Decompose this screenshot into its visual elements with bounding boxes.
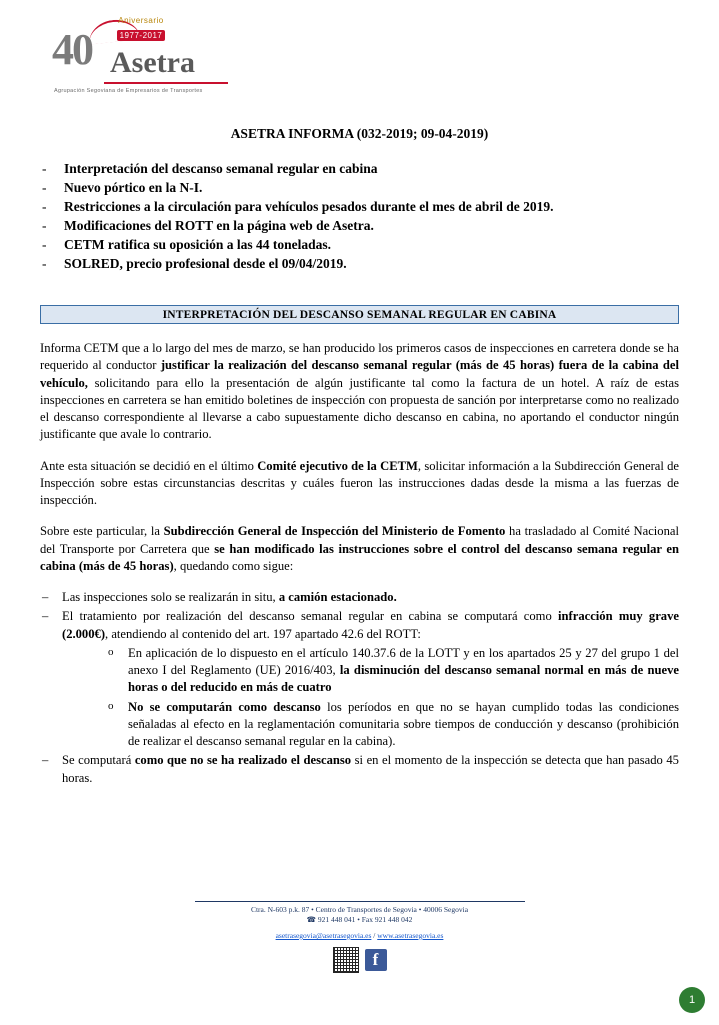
page-footer — [0, 901, 719, 973]
logo-underline — [104, 82, 228, 84]
para2-text-b: Comité ejecutivo de la CETM — [257, 458, 418, 473]
index-item-label: CETM ratifica su oposición a las 44 toneladas. — [64, 236, 332, 252]
index-item-label: Restricciones a la circulación para vehículos pesados durante el mes de abril de 2019. — [64, 198, 554, 214]
footer-website-link[interactable]: www.asetrasegovia.es — [377, 931, 444, 940]
list-item — [106, 699, 679, 751]
index-dash: - — [42, 198, 47, 214]
sub-bullet-1-text-a: En aplicación de lo dispuesto en el artículo 140.37.6 de la LOTT y en los apartados 25 y 27 del grupo 1 del anexo I del Reglamento (UE) 2016/403, — [128, 645, 679, 677]
logo-anniversary-label: Aniversario — [118, 16, 164, 25]
para1-text-b: justificar la realización del descanso semanal regular (más de 45 horas) fuera de la cabina del vehículo, — [40, 358, 679, 390]
index-item-label: Interpretación del descanso semanal regular en cabina — [64, 161, 378, 176]
index-item-label: Nuevo pórtico en la N-I. — [64, 179, 203, 195]
footer-contact: ☎ 921 448 041 • Fax 921 448 042 — [306, 914, 413, 924]
index-dash: - — [42, 161, 47, 176]
list-item — [42, 217, 679, 235]
index-item-label: Modificaciones del ROTT en la página web de Asetra. — [64, 217, 374, 233]
list-item — [40, 608, 679, 643]
asetra-logo — [52, 14, 242, 106]
index-dash: - — [42, 236, 47, 252]
paragraph-1 — [40, 340, 679, 444]
index-dash: - — [42, 255, 47, 271]
list-item — [40, 589, 679, 606]
section-heading: INTERPRETACIÓN DEL DESCANSO SEMANAL REGULAR EN CABINA — [40, 305, 679, 324]
para1-text-a: Informa CETM que a lo largo del mes de marzo, se han producido los primeros casos de inspecciones en carretera donde se ha requerido al conductor — [40, 341, 679, 373]
document-body — [40, 340, 679, 789]
list-item — [42, 179, 679, 197]
list-item — [42, 255, 679, 273]
logo-anniversary-years: 1977-2017 — [117, 30, 166, 41]
para3-text-c: ha trasladado al Comité Nacional del Transporte por Carretera que — [40, 524, 679, 556]
sub-instructions-list — [40, 645, 679, 751]
sub-bullet-2-text-a: No se computarán como descanso — [128, 699, 321, 714]
logo-anniversary-badge — [100, 16, 182, 46]
footer-address: Ctra. N-603 p.k. 87 • Centro de Transportes de Segovia • 40006 Segovia — [250, 904, 469, 914]
bullet-3-text-b: como que no se ha realizado el descanso — [134, 753, 352, 768]
bullet-2-text-b: infracción muy grave (2.000€) — [62, 609, 679, 641]
para3-text-b: Subdirección General de Inspección del Ministerio de Fomento — [163, 524, 506, 539]
dash-bullet: – — [42, 609, 49, 624]
para3-text-a: Sobre este particular, la — [40, 524, 164, 539]
index-item-label: SOLRED, precio profesional desde el 09/04/2019. — [64, 255, 347, 271]
bullet-1-text-b: a camión estacionado. — [278, 590, 397, 604]
list-item — [42, 160, 679, 178]
para3-text-d: se han modificado las instrucciones sobre el control del descanso semana regular en cabina (más de 45 horas) — [40, 541, 679, 573]
instructions-list-cont — [40, 752, 679, 787]
index-dash: - — [42, 217, 47, 233]
page-title: ASETRA INFORMA (032-2019; 09-04-2019) — [230, 126, 489, 141]
paragraph-3 — [40, 523, 679, 575]
footer-links — [0, 925, 719, 943]
page-number-badge: 1 — [679, 987, 705, 1013]
para2-text-c: , solicitar información a la Subdirección General de Inspección sobre estas circunstancias descritas y cuáles fueron las instrucciones dadas desde la misma a las fuerzas de inspección. — [40, 458, 680, 507]
paragraph-2 — [40, 458, 679, 510]
sub-bullet-1-text-b: la disminución del descanso semanal normal en más de nueve horas o del reducido en más de cuatro — [128, 663, 679, 695]
para3-text-e: , quedando como sigue: — [173, 558, 294, 573]
logo-name: Asetra — [110, 46, 195, 79]
bullet-2-text-c: , atendiendo al contenido del art. 197 apartado 42.6 del ROTT: — [105, 626, 421, 641]
qr-code-icon — [333, 947, 359, 973]
bullet-2-text-a: El tratamiento por realización del descanso semanal regular en cabina se computará como — [62, 609, 559, 624]
list-item — [42, 198, 679, 216]
index-dash: - — [42, 179, 47, 195]
footer-icons — [0, 947, 719, 973]
sub-bullet-2-text-b: los períodos en que no se hayan cumplido todas las condiciones señaladas al efecto en la reglamentación comunitaria sobre tiempos de conducción y descanso (prohibición de realizar el descanso semanal regular en la cabina). — [128, 699, 679, 748]
instructions-list — [40, 589, 679, 643]
circle-bullet: o — [108, 699, 114, 712]
index-list — [42, 160, 679, 274]
bullet-3-text-c: si en el momento de la inspección se detecta que han pasado 45 horas. — [62, 753, 679, 785]
para2-text-a: Ante esta situación se decidió en el último — [40, 458, 258, 473]
logo-tagline: Agrupación Segoviana de Empresarios de Transportes — [54, 88, 203, 94]
dash-bullet: – — [42, 753, 49, 768]
list-item — [42, 236, 679, 254]
facebook-icon[interactable]: f — [365, 949, 387, 971]
list-item — [106, 645, 679, 697]
footer-divider — [195, 901, 525, 902]
footer-email-link[interactable]: asetrasegovia@asetrasegovia.es — [275, 931, 372, 940]
bullet-3-text-a: Se computará — [62, 753, 135, 768]
dash-bullet: – — [42, 590, 49, 604]
logo-anniversary-number: 40 — [52, 25, 92, 74]
bullet-1-text-a: Las inspecciones solo se realizarán in situ, — [62, 590, 279, 604]
circle-bullet: o — [108, 645, 114, 658]
footer-link-separator: / — [371, 931, 378, 940]
list-item — [40, 752, 679, 787]
para1-text-c: solicitando para ello la presentación de algún justificante tal como la factura de un hotel. A raíz de estas inspecciones en carretera se han emitido boletines de inspección con propuesta de sanción por interpretarse como no realizado el descanso correspondiente al llevarse a cabo supuestamente dicho descanso en cabina, no aportando el conductor ningún justificante que avale lo contrario. — [40, 375, 679, 442]
